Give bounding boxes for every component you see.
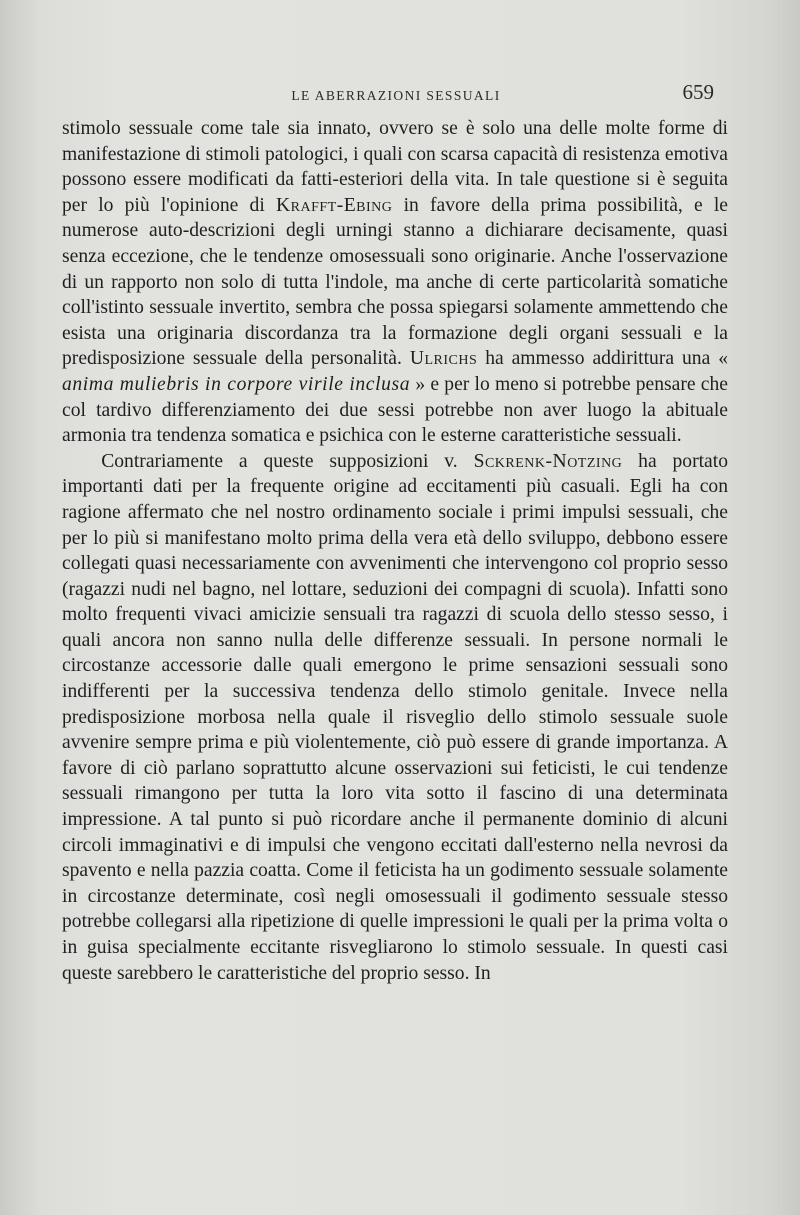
running-head	[62, 80, 730, 108]
text-run: Contrariamente a queste supposizioni v.	[101, 450, 474, 472]
latin-quotation: anima muliebris in corpore virile inclusa	[62, 373, 411, 395]
author-name-ulrichs: Ulrichs	[409, 348, 478, 370]
text-run: » e per lo meno si potrebbe pensare che col tardivo differenziamento dei due sessi potrebbe non aver luogo la abituale armonia tra tendenza somatica e psichica con le esterne caratteristiche sessuali.	[62, 373, 728, 447]
text-run: ha portato importanti dati per la frequente origine ad eccitamenti più casuali. Egli ha con ragione affermato che nel nostro ordinamento sociale i primi impulsi sessuali, che per lo più si manifestano molto prima della vera età dello sviluppo, debbono essere collegati quasi necessariamente con avvenimenti che intervengono col proprio sesso (ragazzi nudi nel bagno, nel lottare, seduzioni dei compagni di scuola). Infatti sono molto frequenti vivaci amicizie sensuali tra ragazzi di scuola dello stesso sesso, i quali ancora non sanno nulla delle differenze sessuali. In persone normali le circostanze accessorie dalle quali emergono le prime sensazioni sessuali sono indifferenti per la successiva tendenza dello stimolo genitale. Invece nella predisposizione morbosa nella quale il risveglio dello stimolo sessuale suole avvenire sempre prima e più violentemente, ciò può essere di grande importanza. A favore di ciò parlano soprattutto alcune osservazioni sui feticisti, le cui tendenze sessuali rimangono per tutta la loro vita sotto il fascino di una determinata impressione. A tal punto si può ricordare anche il permanente dominio di alcuni circoli immaginativi e di impulsi che vengono eccitati dall'esterno nella nevrosi da spavento e nella pazzia coatta. Come il feticista ha un godimento sessuale solamente in circostanze determinate, così negli omosessuali il godimento sessuale stesso potrebbe collegarsi alla ripetizione di quelle impressioni le quali per la prima volta o in guisa specialmente eccitante risvegliarono lo stimolo sessuale. In questi casi queste sarebbero le caratteristiche del proprio sesso. In	[62, 450, 728, 984]
running-title: LE ABERRAZIONI SESSUALI	[291, 88, 501, 103]
text-body	[62, 116, 728, 986]
author-name-sckrenk-notzing: Sckrenk-Notzing	[473, 450, 623, 472]
page-number: 659	[682, 80, 714, 104]
text-run: in favore della prima possibilità, e le numerose auto-descrizioni degli urningi stanno a dichiarare decisamente, quasi senza eccezione, che le tendenze omosessuali sono originarie. Anche l'osservazione di un rapporto non solo di tutta l'indole, ma anche di certe particolarità somatiche coll'istinto sessuale invertito, sembra che possa spiegarsi solamente ammettendo che esista una originaria discordanza tra la formazione degli organi sessuali e la predisposizione sessuale della personalità.	[62, 194, 728, 370]
author-name-krafft-ebing: Krafft-Ebing	[275, 194, 393, 216]
text-run: stimolo sessuale come tale sia innato, ovvero se è solo una delle molte forme di manifestazione di stimoli patologici, i quali con scarsa capacità di resistenza emotiva possono essere modificati da fatti-esteriori della vita. In tale questione si è seguita per lo più l'opinione di	[62, 118, 728, 216]
text-run: ha ammesso addirittura una «	[477, 348, 728, 370]
paragraph-continuation	[62, 116, 728, 449]
paragraph	[62, 449, 728, 986]
